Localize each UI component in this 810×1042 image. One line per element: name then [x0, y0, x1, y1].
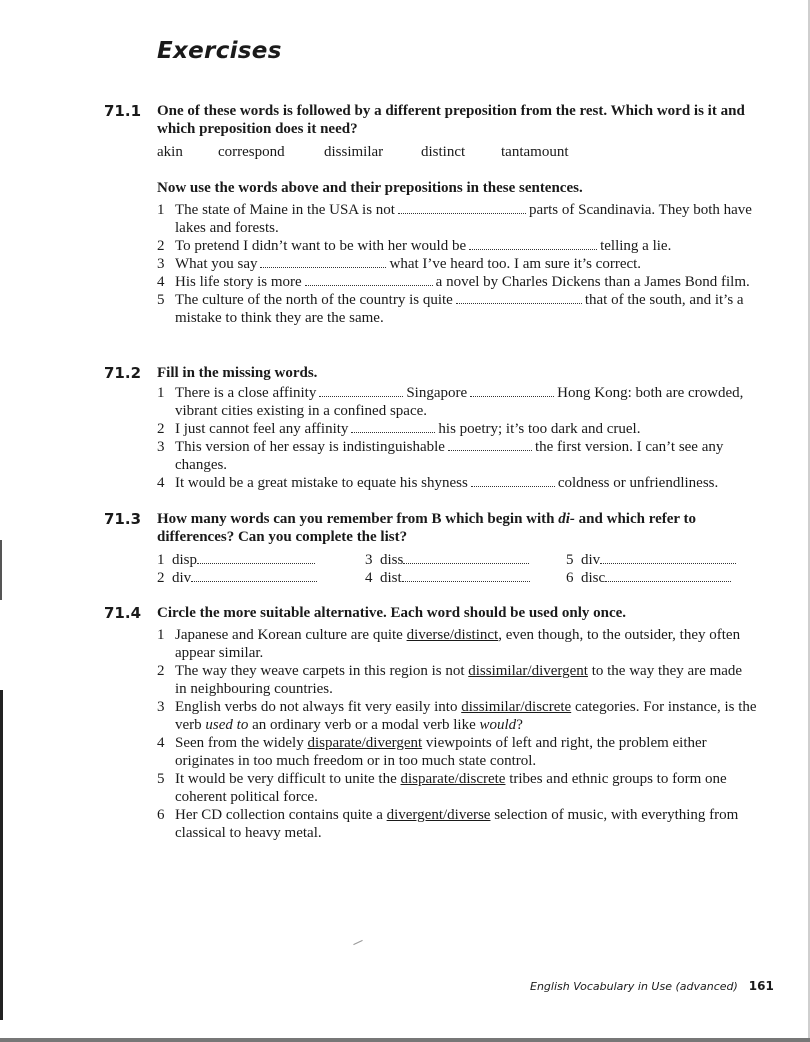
list-item: [157, 201, 757, 237]
list-item: [157, 273, 757, 291]
list-item: [157, 255, 757, 273]
list-item: [157, 734, 757, 770]
item-text: , even though, to the outsider, they often appear similar.: [175, 627, 741, 661]
choice-alternatives[interactable]: disparate/divergent: [307, 735, 423, 751]
item-number: 6: [566, 570, 574, 586]
answer-blank[interactable]: [600, 552, 736, 564]
answer-blank[interactable]: [305, 274, 433, 286]
list-item: [157, 626, 757, 662]
answer-blank[interactable]: [448, 439, 532, 451]
instruction-text: and which refer to differences? Can you complete the list?: [157, 511, 697, 545]
item-text: This version of her essay is indistinguishable: [175, 439, 445, 455]
item-text: selection of music, with everything from classical to heavy metal.: [175, 807, 739, 841]
item-text: I just cannot feel any affinity: [175, 421, 349, 437]
item-number: 3: [157, 256, 165, 272]
item-text: Seen from the widely: [175, 735, 308, 751]
choice-alternatives[interactable]: diverse/distinct: [406, 627, 499, 643]
word-stem: div: [581, 552, 601, 568]
word-stem: div: [172, 570, 192, 586]
item-text: To pretend I didn’t want to be with her would be: [175, 238, 467, 254]
item-text: telling a lie.: [600, 238, 672, 254]
item-number: 4: [157, 735, 165, 751]
answer-blank[interactable]: [456, 292, 582, 304]
choice-alternatives[interactable]: disparate/discrete: [400, 771, 506, 787]
list-item: [157, 438, 757, 474]
answer-blank[interactable]: [197, 552, 315, 564]
sentence-list: [157, 201, 757, 327]
item-text: tribes and ethnic groups to form one coherent political force.: [175, 771, 727, 805]
item-text: coldness or unfriendliness.: [557, 475, 719, 491]
answer-blank[interactable]: [471, 475, 555, 487]
instruction-text: How many words can you remember from B which begin with: [157, 511, 559, 527]
item-number: 2: [157, 570, 165, 586]
exercise-number: 71.2: [104, 364, 142, 382]
item-text: an ordinary verb or a modal verb like: [248, 717, 480, 733]
answer-blank[interactable]: [403, 552, 529, 564]
book-title: English Vocabulary in Use (advanced): [530, 980, 738, 993]
word-stem: dist: [380, 570, 402, 586]
item-number: 6: [157, 807, 165, 823]
list-item: [157, 420, 757, 438]
scan-edge-left-mark: [0, 540, 2, 600]
word-list: [157, 144, 569, 161]
choice-alternatives[interactable]: dissimilar/divergent: [468, 663, 588, 679]
item-text: The state of Maine in the USA is not: [175, 202, 395, 218]
exercise-instruction: Circle the more suitable alternative. Each word should be used only once.: [157, 605, 627, 621]
item-text: a novel by Charles Dickens than a James Bond film.: [435, 274, 750, 290]
item-text: ?: [516, 717, 523, 733]
sentence-list: [157, 384, 757, 492]
answer-blank[interactable]: [398, 202, 526, 214]
grid-cell: [566, 552, 736, 569]
item-number: 4: [157, 475, 165, 491]
answer-blank[interactable]: [319, 385, 403, 397]
item-number: 3: [365, 552, 373, 568]
answer-blank[interactable]: [470, 385, 554, 397]
item-number: 1: [157, 552, 165, 568]
item-number: 3: [157, 699, 165, 715]
list-item: [157, 291, 757, 327]
item-text: The culture of the north of the country is quite: [175, 292, 453, 308]
word: dissimilar: [324, 144, 384, 160]
item-text: Hong Kong: both are crowded, vibrant cities existing in a confined space.: [175, 385, 744, 419]
item-number: 5: [566, 552, 574, 568]
word: distinct: [421, 144, 466, 160]
list-item: [157, 698, 757, 734]
sentence-list: [157, 626, 757, 842]
scan-edge-left: [0, 690, 3, 1020]
item-text: What you say: [175, 256, 258, 272]
exercise-instruction-2: Now use the words above and their prepositions in these sentences.: [157, 180, 583, 196]
item-text: to the way they are made in neighbouring countries.: [175, 663, 743, 697]
grid-cell: [365, 570, 530, 587]
item-emphasis: used to: [205, 717, 249, 733]
item-text: Her CD collection contains quite a: [175, 807, 387, 823]
grid-cell: [157, 570, 317, 587]
item-number: 1: [157, 202, 165, 218]
exercise-number: 71.4: [104, 604, 142, 622]
item-text: what I’ve heard too. I am sure it’s correct.: [389, 256, 642, 272]
exercise-instruction: [157, 510, 747, 546]
item-text: The way they weave carpets in this region is not: [175, 663, 469, 679]
stray-mark: [353, 940, 362, 945]
list-item: [157, 770, 757, 806]
item-number: 4: [157, 274, 165, 290]
answer-blank[interactable]: [469, 238, 597, 250]
item-text: viewpoints of left and right, the problem either originates in too much freedom or in too much state control.: [175, 735, 707, 769]
answer-blank[interactable]: [260, 256, 386, 268]
item-text: It would be very difficult to unite the: [175, 771, 401, 787]
item-text: It would be a great mistake to equate his shyness: [175, 475, 468, 491]
exercise-instruction: Fill in the missing words.: [157, 365, 318, 381]
answer-blank[interactable]: [402, 570, 530, 582]
item-number: 2: [157, 663, 165, 679]
item-number: 4: [365, 570, 373, 586]
list-item: [157, 384, 757, 420]
item-number: 1: [157, 385, 165, 401]
instruction-emphasis: di-: [558, 511, 575, 527]
item-emphasis: would: [479, 717, 517, 733]
item-text: Japanese and Korean culture are quite: [175, 627, 407, 643]
exercise-number: 71.3: [104, 510, 142, 528]
word-stem: diss: [380, 552, 404, 568]
item-text: that of the south, and it’s a mistake to think they are the same.: [175, 292, 744, 326]
item-number: 3: [157, 439, 165, 455]
list-item: [157, 237, 757, 255]
page-number: 161: [748, 979, 774, 993]
choice-alternatives[interactable]: dissimilar/discrete: [461, 699, 572, 715]
item-text: the first version. I can’t see any changes.: [175, 439, 724, 473]
item-text: categories. For instance, is the verb: [175, 699, 757, 733]
item-number: 1: [157, 627, 165, 643]
word: tantamount: [501, 144, 569, 160]
word: akin: [157, 144, 183, 160]
item-number: 2: [157, 238, 165, 254]
grid-cell: [566, 570, 731, 587]
answer-blank[interactable]: [605, 570, 731, 582]
item-text: His life story is more: [175, 274, 302, 290]
word-stem: disc: [581, 570, 606, 586]
scan-edge-bottom: [0, 1038, 810, 1042]
word: correspond: [218, 144, 285, 160]
word-stem: disp: [172, 552, 198, 568]
item-text: English verbs do not always fit very easily into: [175, 699, 462, 715]
page-title: Exercises: [157, 38, 282, 64]
item-number: 2: [157, 421, 165, 437]
page-footer: [530, 979, 774, 994]
grid-cell: [157, 552, 315, 569]
item-number: 5: [157, 771, 165, 787]
exercise-instruction: One of these words is followed by a different preposition from the rest. Which word is it and which preposition does it need?: [157, 103, 745, 137]
answer-blank[interactable]: [191, 570, 317, 582]
item-text: Singapore: [406, 385, 468, 401]
item-text: his poetry; it’s too dark and cruel.: [438, 421, 641, 437]
item-text: There is a close affinity: [175, 385, 317, 401]
list-item: [157, 806, 757, 842]
answer-blank[interactable]: [351, 421, 435, 433]
exercise-number: 71.1: [104, 102, 142, 120]
item-number: 5: [157, 292, 165, 308]
list-item: [157, 474, 757, 492]
grid-cell: [365, 552, 529, 569]
item-text: parts of Scandinavia. They both have lakes and forests.: [175, 202, 752, 236]
choice-alternatives[interactable]: divergent/diverse: [386, 807, 491, 823]
list-item: [157, 662, 757, 698]
